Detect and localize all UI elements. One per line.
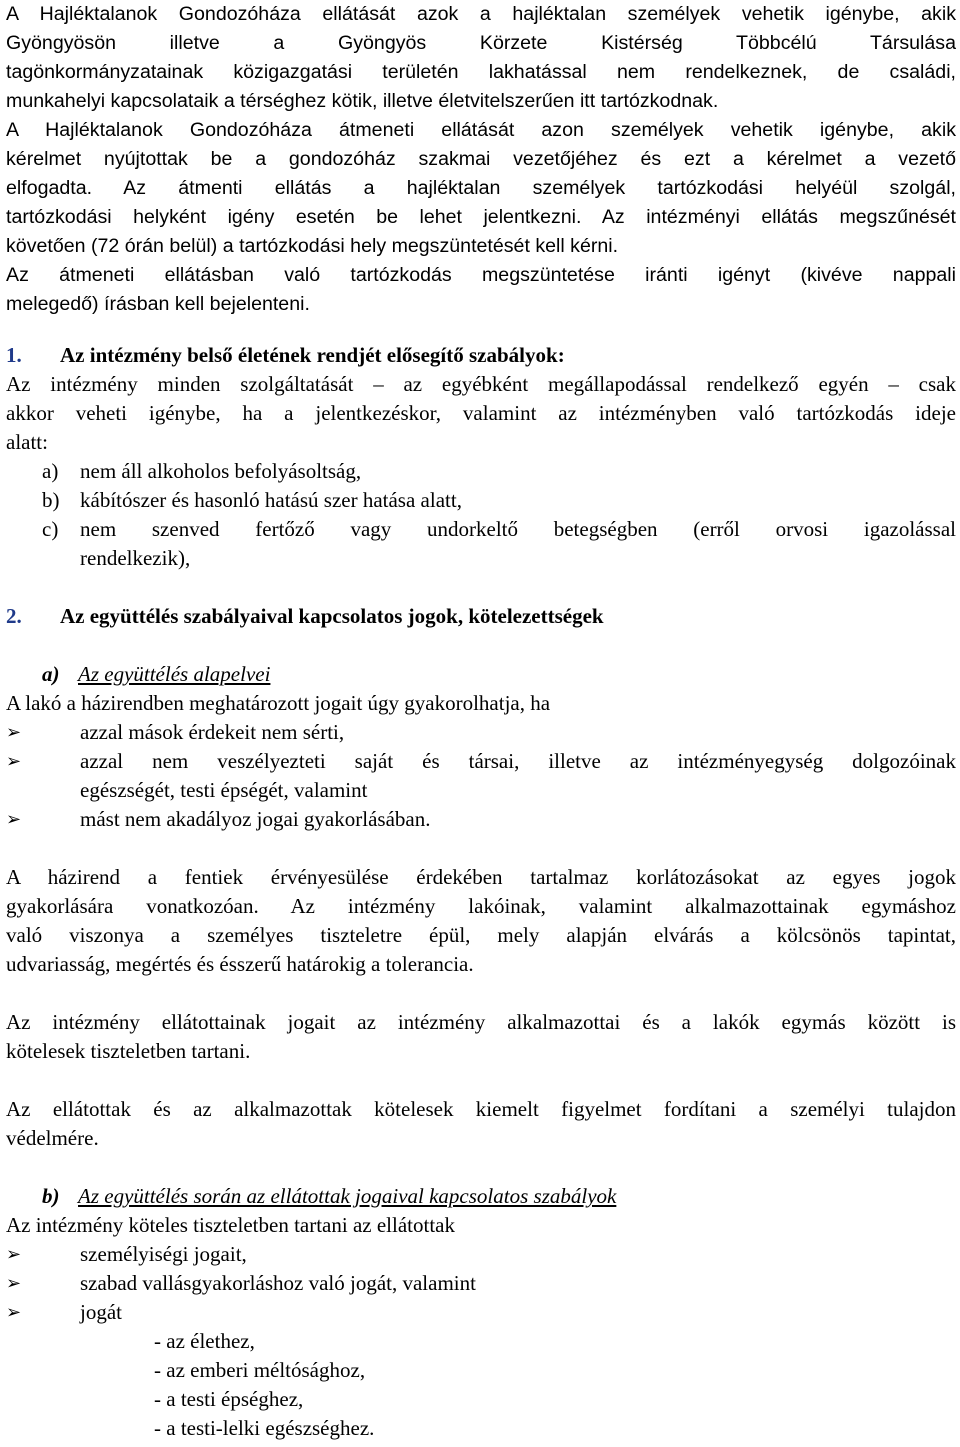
arrow-bullet-icon: ➢ bbox=[6, 1244, 22, 1265]
arrow-bullet-icon: ➢ bbox=[6, 1302, 22, 1323]
text-line: Az intézmény ellátottainak jogait az intézmény alkalmazottai és a lakók egymás között is bbox=[6, 1010, 956, 1034]
text-line: Az ellátottak és az alkalmazottak kötelesek kiemelt figyelmet fordítani a személyi tulajdon bbox=[6, 1097, 956, 1121]
list-text: jogát bbox=[80, 1300, 122, 1324]
intro-section bbox=[6, 0, 956, 319]
section-title: Az együttélés szabályaival kapcsolatos jogok, kötelezettségek bbox=[60, 604, 604, 628]
list-item bbox=[6, 457, 956, 486]
list-text: mást nem akadályoz jogai gyakorlásában. bbox=[80, 807, 431, 831]
text-line: Az intézmény minden szolgáltatását – az egyébként megállapodással rendelkező egyén – csak bbox=[6, 372, 956, 396]
text-line: udvariasság, megértés és ésszerű határokig a tolerancia. bbox=[6, 952, 474, 976]
text-line: tagönkormányzatainak közigazgatási területén lakhatással nem rendelkeznek, de családi, bbox=[6, 61, 956, 83]
section-number: 1. bbox=[6, 343, 22, 367]
text-line: A házirend a fentiek érvényesülése érdekében tartalmaz korlátozásokat az egyes jogok bbox=[6, 865, 956, 889]
paragraph-hazirend bbox=[6, 863, 956, 979]
document-page bbox=[6, 0, 956, 1443]
text-line: gyakorlására vonatkozóan. Az intézmény lakóinak, valamint alkalmazottainak egymáshoz bbox=[6, 894, 956, 918]
text-line: nem szenved fertőző vagy undorkeltő betegségben (erről orvosi igazolással bbox=[80, 517, 956, 541]
text-line: Az intézmény köteles tiszteletben tartani az ellátottak bbox=[6, 1213, 455, 1237]
intro-paragraph-2 bbox=[6, 116, 956, 261]
section-title: Az intézmény belső életének rendjét elősegítő szabályok: bbox=[60, 343, 565, 367]
list-item bbox=[6, 747, 956, 805]
text-line: melegedő) írásban kell bejelenteni. bbox=[6, 293, 310, 315]
list-item bbox=[6, 515, 956, 573]
list-label: a) bbox=[42, 459, 59, 483]
text-line: alatt: bbox=[6, 430, 48, 454]
list-text: kábítószer és hasonló hatású szer hatása alatt, bbox=[80, 488, 462, 512]
text-line: A lakó a házirendben meghatározott jogait úgy gyakorolhatja, ha bbox=[6, 691, 551, 715]
paragraph-vedelem bbox=[6, 1095, 956, 1153]
main-section bbox=[6, 319, 956, 1443]
text-line: elfogadta. Az átmenti ellátás a hajléktalan személyek tartózkodási helyéül szolgál, bbox=[6, 177, 956, 199]
text-line: munkahelyi kapcsolataik a térséghez kötik, illetve életvitelszerűen itt tartózkodnak. bbox=[6, 90, 719, 112]
paragraph-jogok bbox=[6, 1008, 956, 1066]
arrow-bullet-icon: ➢ bbox=[6, 809, 22, 830]
list-label: b) bbox=[42, 488, 60, 512]
dash-list-item: - az élethez, bbox=[154, 1329, 255, 1353]
subsection-b-heading bbox=[6, 1182, 956, 1211]
list-text: azzal mások érdekeit nem sérti, bbox=[80, 720, 345, 744]
list-text: nem áll alkoholos befolyásoltság, bbox=[80, 459, 362, 483]
text-line: tartózkodási helyként igény esetén be lehet jelentkezni. Az intézményi ellátás megszűnését bbox=[6, 206, 956, 228]
list-text bbox=[80, 515, 956, 573]
list-text: szabad vallásgyakorláshoz való jogát, valamint bbox=[80, 1271, 476, 1295]
text-line: való viszonya a személyes tiszteletre épül, mely alapján elvárás a kölcsönös tapintat, bbox=[6, 923, 956, 947]
text-line: kérelmet nyújtottak be a gondozóház szakmai vezetőjéhez és ezt a kérelmet a vezető bbox=[6, 148, 956, 170]
text-line: kötelesek tiszteletben tartani. bbox=[6, 1039, 251, 1063]
section-2-heading bbox=[6, 602, 956, 631]
text-line: A Hajléktalanok Gondozóháza ellátását azok a hajléktalan személyek vehetik igénybe, akik bbox=[6, 3, 956, 25]
text-line: követően (72 órán belül) a tartózkodási hely megszüntetését kell kérni. bbox=[6, 235, 619, 257]
arrow-bullet-icon: ➢ bbox=[6, 722, 22, 743]
text-line: akkor veheti igénybe, ha a jelentkezéskor, valamint az intézményben való tartózkodás ideje bbox=[6, 401, 956, 425]
intro-paragraph-1 bbox=[6, 0, 956, 116]
subsection-title: Az együttélés alapelvei bbox=[78, 662, 271, 686]
text-line: védelmére. bbox=[6, 1126, 99, 1150]
text-line: rendelkezik), bbox=[80, 546, 191, 570]
text-line: Gyöngyösön illetve a Gyöngyös Körzete Kistérség Többcélú Társulása bbox=[6, 32, 956, 54]
section-number: 2. bbox=[6, 604, 22, 628]
subsection-a-heading bbox=[6, 660, 956, 689]
list-label: c) bbox=[42, 517, 59, 541]
list-text: személyiségi jogait, bbox=[80, 1242, 247, 1266]
list-item bbox=[6, 805, 956, 834]
text-line: azzal nem veszélyezteti saját és társai, illetve az intézményegység dolgozóinak bbox=[80, 749, 956, 773]
text-line: Az átmeneti ellátásban való tartózkodás megszüntetése iránti igényt (kivéve nappali bbox=[6, 264, 956, 286]
arrow-bullet-icon: ➢ bbox=[6, 751, 22, 772]
list-text bbox=[80, 747, 956, 805]
text-line: egészségét, testi épségét, valamint bbox=[80, 778, 368, 802]
text-line: A Hajléktalanok Gondozóháza átmeneti ellátását azon személyek vehetik igénybe, akik bbox=[6, 119, 956, 141]
list-item bbox=[6, 1240, 956, 1269]
list-item bbox=[6, 718, 956, 747]
dash-list-item: - a testi-lelki egészséghez. bbox=[154, 1416, 375, 1440]
subsection-label: a) bbox=[42, 662, 60, 686]
list-item bbox=[6, 1269, 956, 1298]
dash-list-item: - az emberi méltósághoz, bbox=[154, 1358, 366, 1382]
subsection-title: Az együttélés során az ellátottak jogaival kapcsolatos szabályok bbox=[78, 1184, 617, 1208]
list-item bbox=[6, 1298, 956, 1327]
dash-list-item: - a testi épséghez, bbox=[154, 1387, 304, 1411]
intro-paragraph-3 bbox=[6, 261, 956, 319]
section-1-heading bbox=[6, 341, 956, 370]
arrow-bullet-icon: ➢ bbox=[6, 1273, 22, 1294]
list-item bbox=[6, 486, 956, 515]
subsection-label: b) bbox=[42, 1184, 60, 1208]
